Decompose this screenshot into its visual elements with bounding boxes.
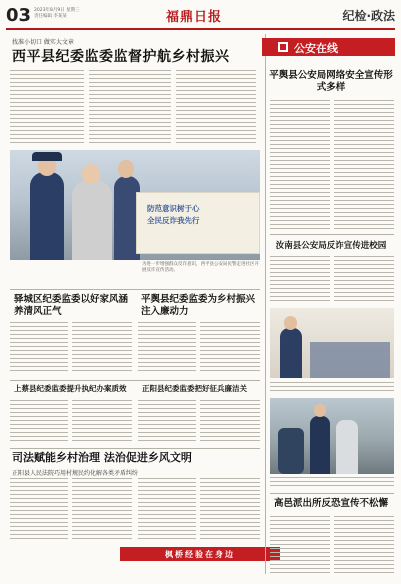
- date-text: 2023年8月9日 星期三: [34, 8, 80, 13]
- story2-text-b: [200, 322, 260, 372]
- vehicle-figure: [278, 428, 304, 474]
- officer2-head: [118, 160, 134, 178]
- editor-text: 责任编辑 李某某: [34, 14, 67, 19]
- street-photo: [270, 398, 394, 474]
- police-headline-2: 汝南县公安局反诈宣传进校园: [275, 241, 387, 251]
- feature-banner: [120, 547, 280, 561]
- divider: [270, 234, 394, 235]
- lead-text-col1: [10, 70, 84, 144]
- lead-text-col2: [89, 70, 171, 144]
- story3-text-a: [10, 400, 68, 442]
- lead-text-col3: [176, 70, 256, 144]
- story-headline-1: 驿城区纪委监委以好家风涵养清风正气: [14, 294, 129, 317]
- police1-text-b: [334, 100, 394, 230]
- column-divider: [265, 34, 266, 574]
- officer2-figure: [336, 420, 358, 474]
- story4-text-a: [138, 400, 196, 442]
- classroom-photo: [270, 308, 394, 378]
- officer-figure: [280, 328, 302, 378]
- story-headline-3: 上蔡县纪委监委提升执纪办案质效: [14, 384, 127, 393]
- caption-lines: [270, 382, 394, 394]
- poster-line2: 全民反诈我先行: [147, 216, 200, 225]
- bottom-text-c: [138, 478, 196, 542]
- masthead-logo: 福鼎日报: [166, 10, 223, 25]
- police-headline-3: 高邑派出所反恐宣传不松懈: [273, 498, 388, 509]
- bottom-text-d: [200, 478, 260, 542]
- police2-text-a: [270, 256, 330, 304]
- photo-caption: 为进一步增强群众反诈意识，西平县公安局民警走进社区开展反诈宣传活动。: [142, 262, 259, 273]
- poster-board: [136, 192, 260, 254]
- bottom-subhead: 正阳县人民法院巧用村规民约化解各类矛盾纠纷: [12, 470, 139, 477]
- story-headline-2: 平舆县纪委监委为乡村振兴注入廉动力: [141, 294, 256, 317]
- police-headline-1: 平舆县公安局网络安全宣传形式多样: [269, 70, 393, 93]
- banner-text: 枫桥经验在身边: [165, 550, 235, 559]
- bottom-text-b: [72, 478, 132, 542]
- police-column-title: 公安在线: [294, 42, 338, 55]
- citizen-head: [82, 164, 100, 184]
- officer-head: [314, 404, 326, 417]
- story3-text-b: [72, 400, 132, 442]
- shield-icon: [278, 42, 288, 52]
- lead-headline: 西平县纪委监委监督护航乡村振兴: [12, 49, 230, 65]
- page-number: 03: [6, 5, 32, 26]
- caption-lines: [270, 477, 394, 489]
- police2-text-b: [334, 256, 394, 304]
- divider: [10, 380, 260, 381]
- police1-text-a: [270, 100, 330, 230]
- story1-text-b: [72, 322, 132, 372]
- bottom-headline: 司法赋能乡村治理 法治促进乡风文明: [12, 451, 192, 464]
- police-column-header: [262, 38, 395, 56]
- date-line: [34, 8, 104, 20]
- officer-figure: [30, 172, 64, 260]
- students-group: [310, 342, 390, 378]
- lead-kicker: 找准小切口 做实大文章: [12, 39, 74, 46]
- section-title: 纪检·政法: [342, 9, 395, 23]
- story1-text-a: [10, 322, 68, 372]
- story-headline-4: 正阳县纪委监委把好征兵廉洁关: [142, 384, 247, 393]
- page-header: [6, 4, 395, 30]
- citizen-figure: [72, 180, 112, 260]
- divider: [10, 448, 260, 449]
- police3-text-a: [270, 516, 330, 574]
- bottom-text-a: [10, 478, 68, 542]
- divider: [270, 493, 394, 494]
- story4-text-b: [200, 400, 260, 442]
- police3-text-b: [334, 516, 394, 574]
- story2-text-a: [138, 322, 196, 372]
- officer-figure: [310, 416, 330, 474]
- officer-head: [284, 316, 297, 330]
- poster-line1: 防范意识树于心: [147, 204, 200, 213]
- officer-cap: [32, 152, 62, 161]
- divider: [10, 289, 260, 290]
